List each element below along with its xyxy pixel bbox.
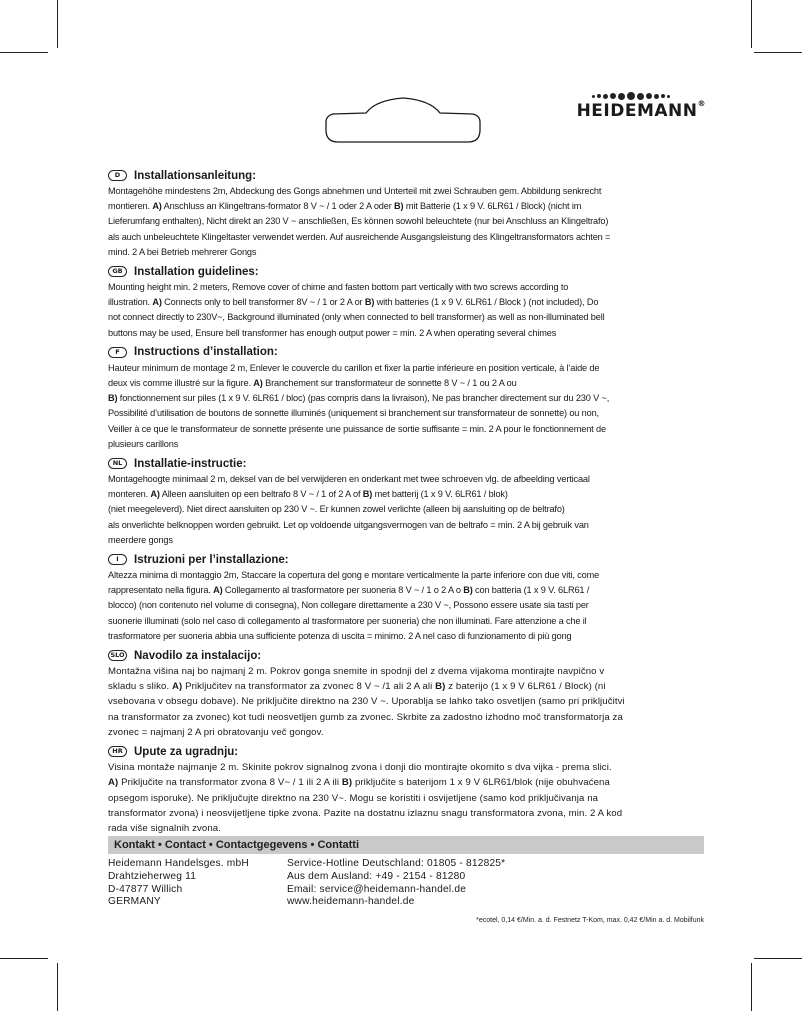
address-line: Drahtzieherweg 11	[108, 870, 197, 882]
body-line: blocco) (non contenuto nel volume di consegna), Non collegare direttamente a 230 V ~, Possono essere usate sia tasti per	[108, 600, 589, 611]
section-body	[108, 361, 704, 452]
section-heading	[108, 456, 704, 471]
body-line: montieren. A) Anschluss an Klingeltrans-formator 8 V ~ / 1 oder 2 A oder B) mit Batterie (1 x 9 V. 6LR61 / Block) (nicht im	[108, 201, 582, 212]
address-line: D-47877 Willich	[108, 883, 183, 895]
instruction-section	[108, 345, 704, 452]
body-line: transformator zvona) i neosvijetljene tipke zvona. Pazite na dostatnu izlaznu snagu transformatora zvona, min. 2 A kod	[108, 807, 623, 819]
section-body	[108, 664, 704, 740]
body-line: als onverlichte belknoppen worden gebruikt. Let op voldoende uitgangsvermogen van de beltrafo = min. 2 A bij gebruik van	[108, 519, 589, 530]
body-line: Montagehoogte minimaal 2 m, deksel van de bel verwijderen en onderkant met twee schroeven vlg. de afbeelding verticaal	[108, 474, 590, 485]
body-line: A) Priključite na transformator zvona 8 V~ / 1 ili 2 A ili B) priključite s baterijom 1 x 9 V 6LR61/blok (nije obuhvaćena	[108, 777, 610, 789]
section-body	[108, 184, 704, 260]
crop-mark	[754, 958, 802, 959]
crop-mark	[0, 52, 48, 53]
logo-dots-icon	[577, 92, 670, 100]
instructions-content	[108, 168, 704, 840]
body-line: trasformatore per suoneria abbia una sufficiente potenza di uscita = minimo. 2 A nel caso di funzionamento di più gong	[108, 630, 572, 641]
body-line: Visina montaže najmanje 2 m. Skinite pokrov signalnog zvona i donji dio montirajte okomito s dva vijka - prema slici.	[108, 762, 612, 774]
body-line: buttons may be used, Ensure bell transformer has enough output power = min. 2 A when operating several chimes	[108, 327, 557, 338]
body-line: Possibilité d’utilisation de boutons de sonnette illuminés (uniquement si branchement sur transformateur de sonnette) ou non,	[108, 408, 599, 419]
crop-mark	[751, 0, 752, 48]
language-badge-icon: D	[108, 170, 127, 181]
section-heading	[108, 648, 704, 663]
instruction-section	[108, 552, 704, 644]
section-heading	[108, 345, 704, 360]
language-badge-icon: I	[108, 554, 127, 565]
body-line: als auch unbeleuchtete Klingeltaster verwendet werden. Auf ausreichende Ausgangsleistung des Klingeltransformators achten =	[108, 231, 611, 242]
instruction-section	[108, 456, 704, 548]
language-badge-icon: NL	[108, 458, 127, 469]
language-badge-icon: SLO	[108, 650, 127, 661]
section-body	[108, 568, 704, 644]
address-line: Heidemann Handelsges. mbH	[108, 858, 249, 869]
contact-header-bar: Kontakt • Contact • Contactgegevens • Contatti	[108, 836, 704, 854]
body-line: deux vis comme illustré sur la figure. A) Branchement sur transformateur de sonnette 8 V ~ / 1 ou 2 A ou	[108, 378, 517, 389]
body-line: skladu s sliko. A) Priključitev na transformator za zvonec 8 V ~ /1 ali 2 A ali B) z baterijo (1 x 9 V 6LR61 / Block) (ni	[108, 681, 606, 693]
section-title: Installationsanleitung:	[134, 169, 257, 182]
body-line: mind. 2 A bei Betrieb mehrerer Gongs	[108, 246, 257, 257]
body-line: Mounting height min. 2 meters, Remove cover of chime and fasten bottom part vertically with two screws according to	[108, 282, 569, 293]
body-line: vsebovana v obsegu dobave). Ne priključite direktno na 230 V ~. Uporablja se lahko tako osvetljen (samo pri priključitvi	[108, 696, 625, 708]
crop-mark	[57, 0, 58, 48]
body-line: Altezza minima di montaggio 2m, Staccare la copertura del gong e montare verticalmente la parte inferiore con due viti, come	[108, 570, 600, 581]
section-heading	[108, 552, 704, 567]
crop-mark	[0, 958, 48, 959]
body-line: opsegom isporuke). Ne priključujte direktno na 230 V~. Mogu se koristiti i osvijetljene (samo kod priključivanja na	[108, 792, 599, 804]
logo-wordmark: HEIDEMANN®	[576, 99, 706, 121]
instruction-section	[108, 168, 704, 260]
section-body	[108, 760, 704, 836]
body-line: Montagehöhe mindestens 2m, Abdeckung des Gongs abnehmen und Unterteil mit zwei Schrauben gem. Abbildung senkrecht	[108, 186, 602, 196]
service-contacts	[287, 858, 505, 909]
language-badge-icon: F	[108, 347, 127, 358]
heidemann-logo	[577, 92, 706, 121]
contact-details	[108, 858, 704, 909]
instruction-section	[108, 264, 704, 341]
body-line: not connect directly to 230V~, Background illuminated (only when connected to bell transformer) as well as non-illuminated bell	[108, 312, 605, 323]
section-body	[108, 472, 704, 548]
language-badge-icon: GB	[108, 266, 127, 277]
instruction-section	[108, 648, 704, 740]
body-line: Veiller à ce que le transformateur de sonnette présente une puissance de sortie suffisante = min. 2 A pour le fonctionnement de	[108, 423, 606, 434]
body-line: Montažna višina naj bo najmanj 2 m. Pokrov gonga snemite in spodnji del z dvema vijakoma montirajte navpično v	[108, 666, 605, 678]
body-line: suonerie illuminati (solo nel caso di collegamento al trasformatore per suoneria) che non illuminati. Fare attenzione a che il	[108, 615, 587, 626]
service-abroad: Aus dem Ausland: +49 - 2154 - 81280	[287, 870, 466, 882]
body-line: zvonec = najmanj 2 A pri obratovanju več gongov.	[108, 726, 324, 738]
body-line: monteren. A) Alleen aansluiten op een beltrafo 8 V ~ / 1 of 2 A of B) met batterij (1 x 9 V. 6LR61 / blok)	[108, 489, 508, 500]
chime-outline-illustration	[324, 96, 482, 148]
crop-mark	[57, 963, 58, 1011]
body-line: (niet meegeleverd). Niet direct aansluiten op 230 V ~. Er kunnen zowel verlichte (alleen bij aansluiting op de beltrafo)	[108, 504, 565, 515]
language-badge-icon: HR	[108, 746, 127, 757]
service-email: Email: service@heidemann-handel.de	[287, 883, 467, 895]
body-line: plusieurs carillons	[108, 438, 179, 449]
crop-mark	[751, 963, 752, 1011]
instruction-section	[108, 744, 704, 836]
crop-mark	[754, 52, 802, 53]
address-line: GERMANY	[108, 896, 161, 908]
body-line: na transformator za zvonec) kot tudi neosvetljen gumb za zvonec. Skrbite za zadostno izhodno moč transformatorja za	[108, 711, 623, 723]
body-line: rappresentato nella figura. A) Collegamento al trasformatore per suoneria 8 V ~ / 1 o 2 A o B) con batteria (1 x 9 V. 6LR61 /	[108, 585, 590, 596]
body-line: illustration. A) Connects only to bell transformer 8V ~ / 1 or 2 A or B) with batteries (1 x 9 V. 6LR61 / Block ) (not included), Do	[108, 297, 599, 308]
section-title: Installation guidelines:	[134, 265, 259, 278]
body-line: Lieferumfang enthalten), Nicht direkt an 230 V ~ anschließen, Es können sowohl beleuchtete (nur bei Anschluss an Klingeltrafo)	[108, 216, 609, 227]
section-title: Upute za ugradnju:	[134, 745, 239, 758]
section-title: Installatie-instructie:	[134, 457, 247, 470]
body-line: B) fonctionnement sur piles (1 x 9 V. 6LR61 / bloc) (pas compris dans la livraison), Ne pas brancher directement sur du 230 V ~,	[108, 393, 610, 404]
tariff-footnote: *ecotel, 0,14 €/Min. a. d. Festnetz T-Kom, max. 0,42 €/Min a. d. Mobilfunk	[476, 917, 704, 924]
section-title: Navodilo za instalacijo:	[134, 649, 262, 662]
service-website: www.heidemann-handel.de	[287, 896, 415, 908]
section-heading	[108, 744, 704, 759]
section-title: Istruzioni per l’installazione:	[134, 553, 289, 566]
body-line: Hauteur minimum de montage 2 m, Enlever le couvercle du carillon et fixer la partie inférieure en position verticale, à l’aide de	[108, 362, 600, 373]
section-heading	[108, 264, 704, 279]
section-heading	[108, 168, 704, 183]
body-line: rada više signalnih zvona.	[108, 822, 221, 834]
body-line: meerdere gongs	[108, 534, 173, 545]
company-address	[108, 858, 287, 909]
service-hotline: Service-Hotline Deutschland: 01805 - 812825*	[287, 858, 506, 869]
section-title: Instructions d’installation:	[134, 346, 278, 359]
section-body	[108, 280, 704, 341]
